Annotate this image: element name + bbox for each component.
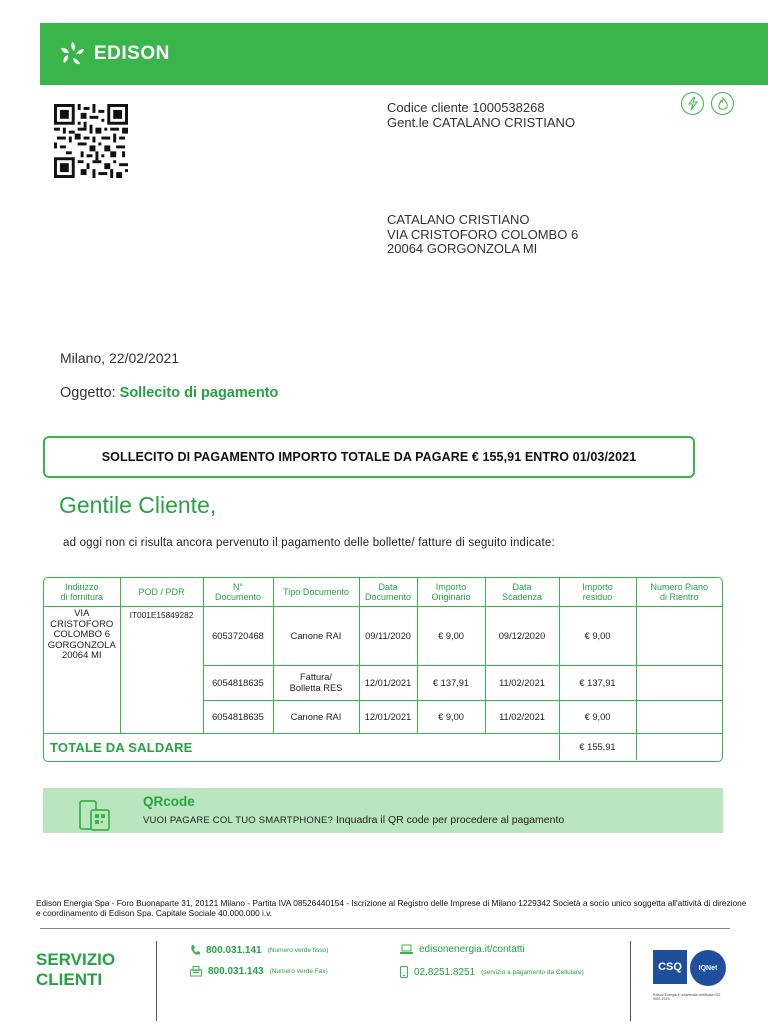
total-value: € 155,91: [559, 734, 636, 761]
col-header-doc-type: Tipo Documento: [273, 578, 359, 607]
service-line-2: CLIENTI: [36, 970, 103, 989]
col-header-plan-number: Numero Piano di Rientro: [636, 578, 722, 607]
qr-promo-question: VUOI PAGARE COL TUO SMARTPHONE?: [143, 815, 334, 826]
qr-promo-text: [143, 814, 564, 826]
phone-number[interactable]: 800.031.141: [206, 944, 262, 956]
payment-reminder-banner: SOLLECITO DI PAGAMENTO IMPORTO TOTALE DA PAGARE € 155,91 ENTRO 01/03/2021: [43, 436, 695, 478]
doc-type-cell: Fattura/ Bolletta RES: [273, 666, 359, 701]
original-amount-cell: € 9,00: [417, 607, 485, 666]
intro-text: ad oggi non ci risulta ancora pervenuto il pagamento delle bollette/ fatture di seguito indicate:: [63, 537, 555, 549]
fax-note: (Numero verde Fax): [269, 968, 328, 975]
qr-promo-instruction: Inquadra il QR code per procedere al pagamento: [333, 814, 565, 826]
doc-number-cell: 6054818635: [203, 701, 273, 734]
phone-note: (Numero verde fisso): [267, 946, 329, 954]
fax-contact[interactable]: [190, 966, 328, 977]
doc-number-cell: 6053720468: [203, 607, 273, 666]
qr-code-image: [53, 104, 129, 178]
doc-number-cell: 6054818635: [203, 666, 273, 701]
fax-icon: [190, 966, 202, 977]
greeting-heading: Gentile Cliente,: [59, 492, 217, 518]
due-date-cell: 11/02/2021: [485, 666, 559, 701]
smartphone-qr-icon: [78, 796, 112, 832]
recipient-address: [387, 213, 578, 257]
recipient-street: VIA CRISTOFORO COLOMBO 6: [387, 226, 579, 242]
brand-name: EDISON: [94, 43, 170, 64]
col-header-address: Indirizzo di fornitura: [44, 578, 120, 607]
recipient-name: CATALANO CRISTIANO: [387, 212, 530, 227]
doc-date-cell: 12/01/2021: [359, 701, 417, 734]
invoices-table: [43, 577, 723, 762]
legal-notice: Edison Energia Spa - Foro Buonaparte 31, 20121 Milano - Partita IVA 08526440154 - Iscrizione al Registro delle Imprese di Milano 1229342 Società a socio unico soggetta all'attività di direzione e coordinamento di Edison Spa. Capitale Sociale 40.000.000 i.v.: [36, 898, 747, 918]
footer-divider: [40, 928, 730, 929]
pod-cell: IT001E15849282: [120, 607, 203, 734]
col-header-pod: POD / PDR: [120, 578, 203, 607]
phone-contact[interactable]: [190, 944, 328, 956]
plan-number-cell: [636, 607, 722, 666]
plan-number-cell: [636, 701, 722, 734]
col-header-doc-number: N° Documento: [203, 578, 273, 607]
mobile-number[interactable]: 02.8251.8251: [414, 966, 476, 978]
footer-vertical-divider: [156, 941, 157, 1021]
original-amount-cell: € 9,00: [417, 701, 485, 734]
edison-swirl-icon: [58, 40, 88, 68]
total-plan-cell: [636, 734, 722, 761]
doc-date-cell: 12/01/2021: [359, 666, 417, 701]
flame-icon: [711, 92, 734, 115]
col-header-doc-date: Data Documento: [359, 578, 417, 607]
iqnet-logo-text: IQNet: [698, 964, 718, 972]
contact-web-link[interactable]: edisonenergia.it/contatti: [419, 944, 525, 955]
phone-icon: [190, 944, 200, 956]
lightning-icon: [681, 92, 704, 115]
certification-logos: [653, 950, 733, 992]
subject-value: Sollecito di pagamento: [119, 385, 279, 401]
due-date-cell: 09/12/2020: [485, 607, 559, 666]
mobile-note: (servizio a pagamento da Cellulare): [481, 968, 584, 976]
residual-cell: € 9,00: [559, 701, 636, 734]
col-header-due-date: Data Scadenza: [485, 578, 559, 607]
customer-service-title: [36, 950, 115, 990]
total-label: TOTALE DA SALDARE: [44, 734, 559, 761]
due-date-cell: 11/02/2021: [485, 701, 559, 734]
certification-caption: Edison Energia è un'azienda certificata ISO 9001:2015: [653, 993, 721, 1001]
table-header-row: [44, 578, 722, 607]
subject-label: Oggetto:: [60, 385, 120, 401]
doc-type-cell: Canone RAI: [273, 607, 359, 666]
original-amount-cell: € 137,91: [417, 666, 485, 701]
residual-cell: € 9,00: [559, 607, 636, 666]
laptop-icon: [400, 944, 413, 955]
qr-promo-title: QRcode: [143, 794, 195, 809]
edison-logo: [58, 40, 170, 68]
service-icons: [681, 92, 734, 115]
doc-type-cell: Canone RAI: [273, 701, 359, 734]
customer-greeting: Gent.le CATALANO CRISTIANO: [387, 114, 576, 130]
web-contact[interactable]: [400, 944, 525, 955]
supply-address-cell: VIA CRISTOFORO COLOMBO 6 GORGONZOLA 20064 MI: [44, 607, 120, 734]
place-date: Milano, 22/02/2021: [60, 350, 180, 366]
mobile-phone-icon: [400, 966, 408, 978]
customer-code: Codice cliente 1000538268: [387, 100, 545, 115]
footer-vertical-divider: [630, 941, 631, 1021]
total-row: [44, 734, 722, 761]
fax-number[interactable]: 800.031.143: [208, 966, 264, 977]
subject-line: [60, 385, 278, 401]
col-header-original-amount: Importo Originario: [417, 578, 485, 607]
iqnet-logo: [690, 950, 726, 986]
residual-cell: € 137,91: [559, 666, 636, 701]
customer-block: [387, 101, 575, 130]
service-line-1: SERVIZIO: [36, 950, 116, 969]
recipient-city: 20064 GORGONZOLA MI: [387, 241, 538, 256]
plan-number-cell: [636, 666, 722, 701]
csq-logo: [653, 950, 687, 984]
csq-logo-text: CSQ: [658, 961, 682, 973]
col-header-residual: Importo residuo: [559, 578, 636, 607]
doc-date-cell: 09/11/2020: [359, 607, 417, 666]
table-row: [44, 607, 722, 666]
mobile-contact[interactable]: [400, 966, 584, 978]
